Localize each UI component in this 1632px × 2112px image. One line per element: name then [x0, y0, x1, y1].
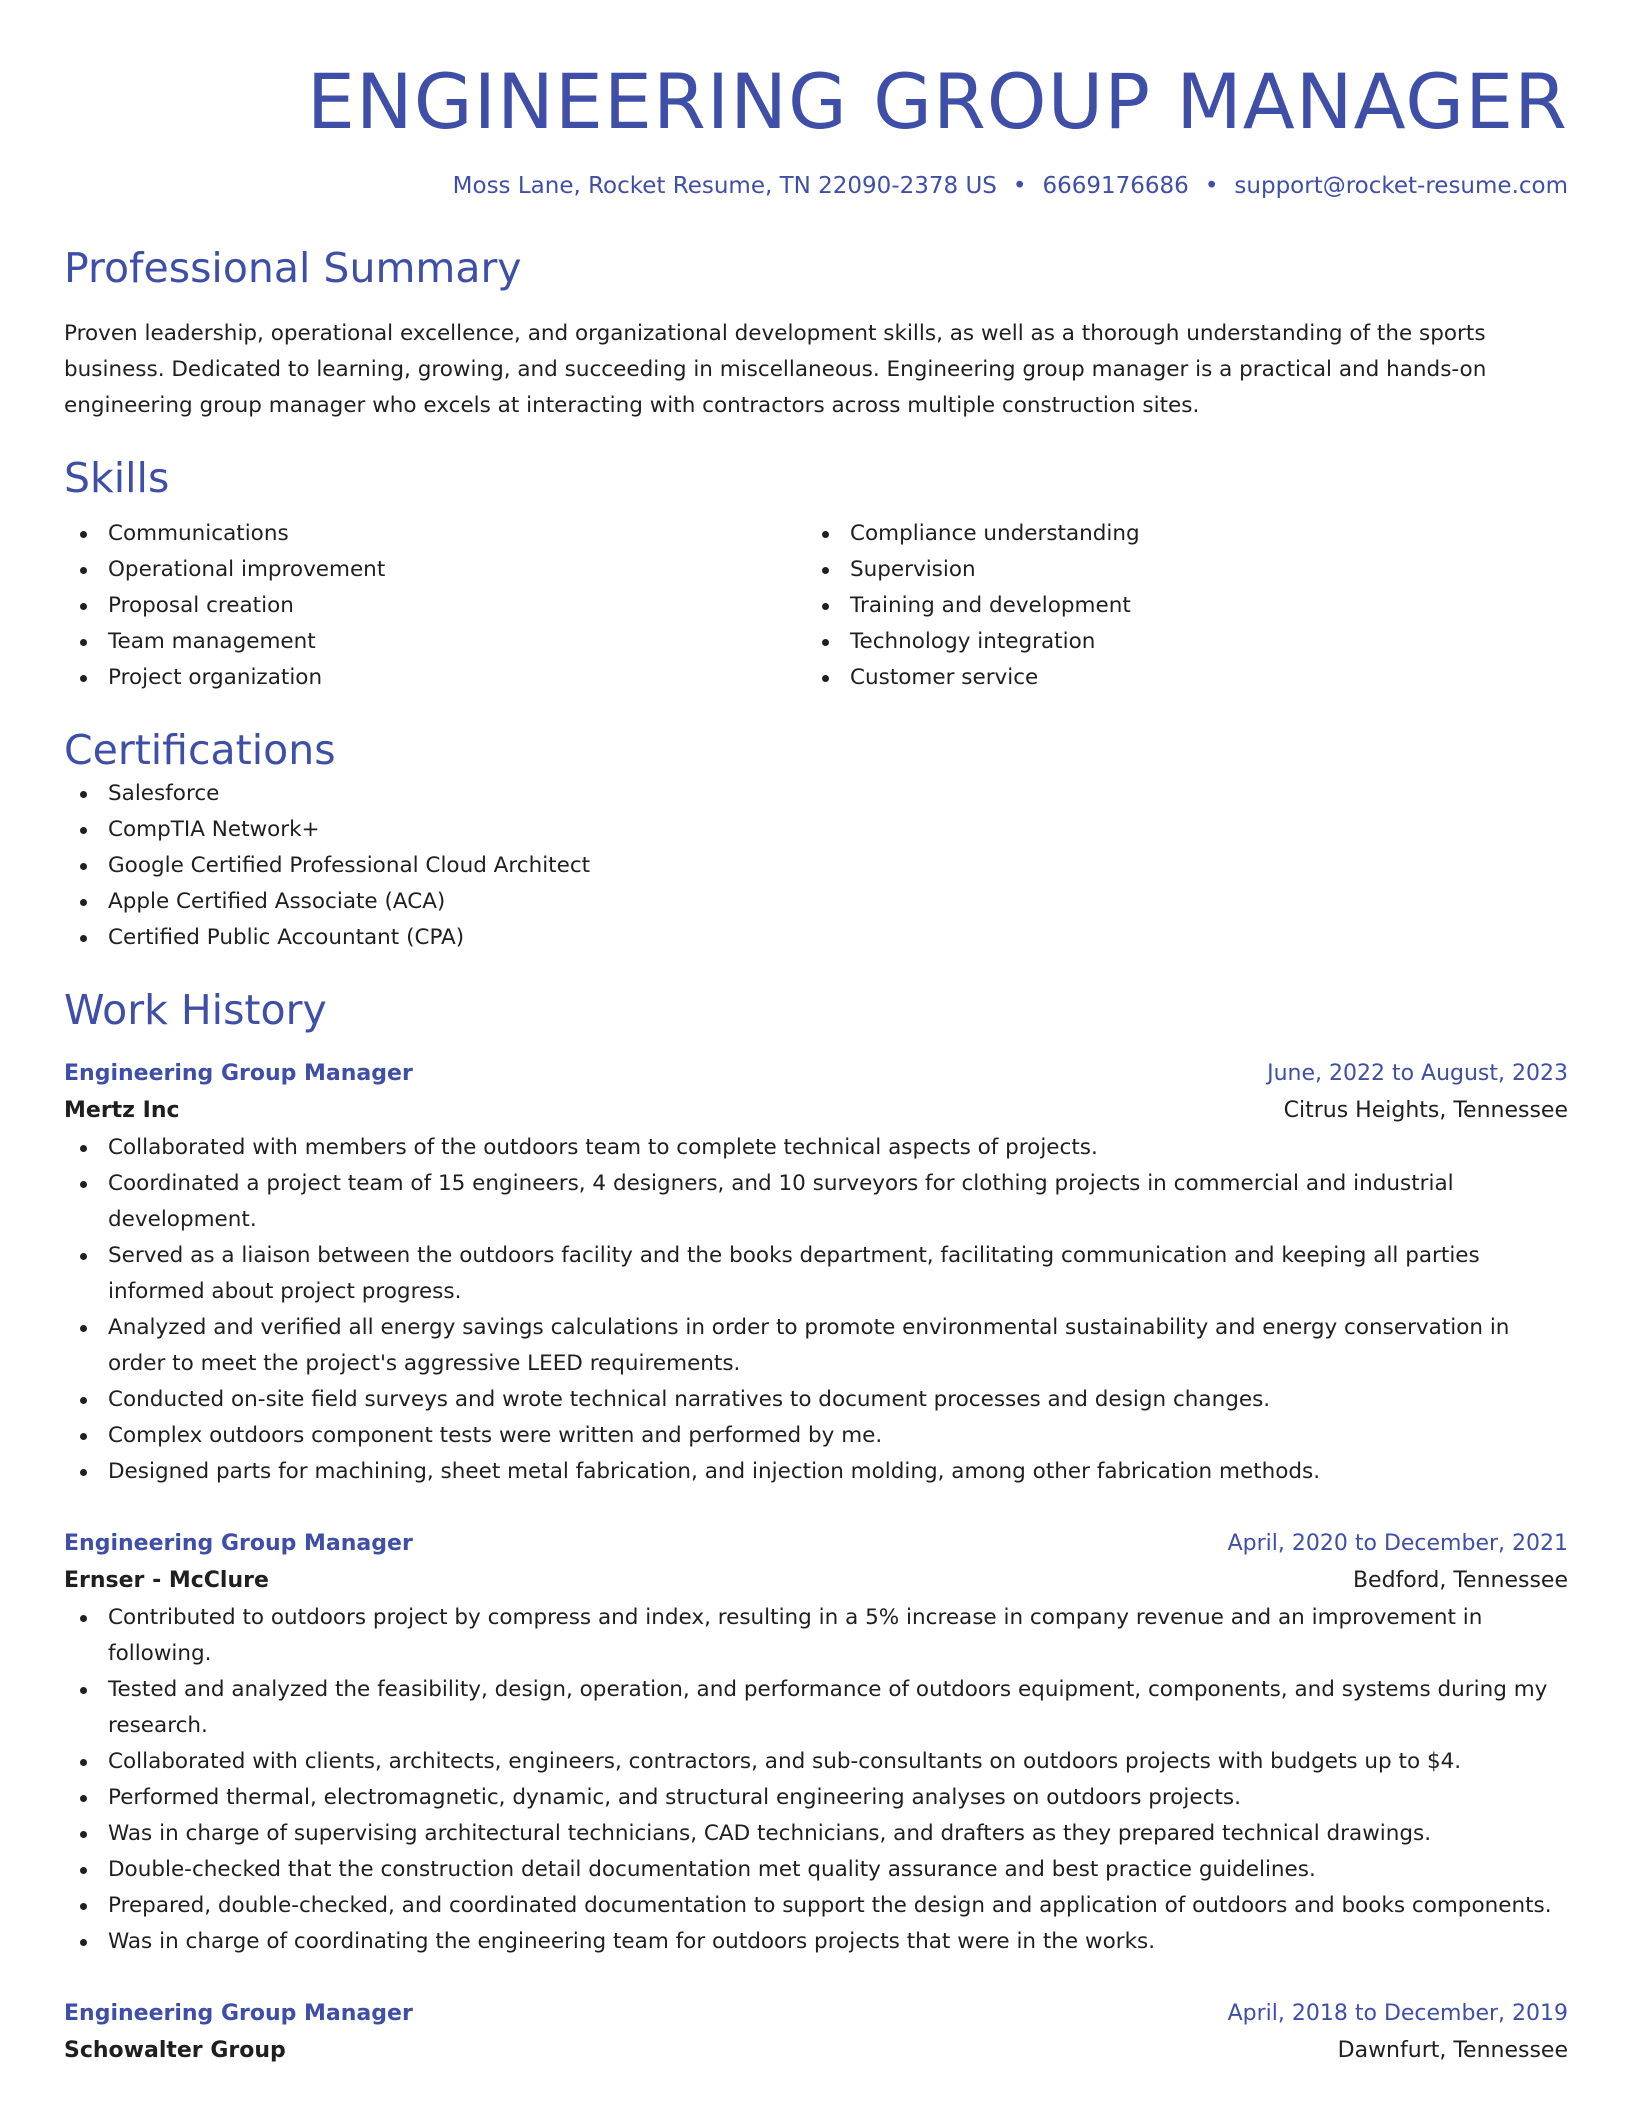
job-duty: Collaborated with clients, architects, engineers, contractors, and sub-consultants on outdoors projects with budgets up to $4.: [64, 1744, 1568, 1780]
job-duty: Designed parts for machining, sheet metal fabrication, and injection molding, among other fabrication methods.: [64, 1454, 1568, 1490]
resume-page: [64, 0, 1568, 2070]
certification-item: Apple Certified Associate (ACA): [64, 884, 1568, 920]
skill-item: Communications: [64, 516, 806, 552]
job-location: Dawnfurt, Tennessee: [1337, 2038, 1568, 2063]
job-dates: April, 2020 to December, 2021: [1227, 1531, 1568, 1556]
skill-item: Operational improvement: [64, 552, 806, 588]
job-duty: Prepared, double-checked, and coordinated documentation to support the design and application of outdoors and books components.: [64, 1888, 1568, 1924]
job-entry: [64, 1526, 1568, 1960]
certification-item: Certified Public Accountant (CPA): [64, 920, 1568, 956]
job-duty: Performed thermal, electromagnetic, dynamic, and structural engineering analyses on outdoors projects.: [64, 1780, 1568, 1816]
skill-item: Compliance understanding: [806, 516, 1548, 552]
skill-item: Project organization: [64, 660, 806, 696]
contact-email[interactable]: support@rocket-resume.com: [1234, 173, 1568, 199]
job-company: Schowalter Group: [64, 2038, 286, 2063]
job-duties-list: [64, 1130, 1568, 1490]
summary-heading: Professional Summary: [64, 244, 522, 292]
job-duty: Collaborated with members of the outdoors team to complete technical aspects of projects.: [64, 1130, 1568, 1166]
job-company: Ernser - McClure: [64, 1568, 269, 1593]
skill-item: Proposal creation: [64, 588, 806, 624]
job-title: Engineering Group Manager: [64, 1061, 413, 1086]
job-duties-list: [64, 1600, 1568, 1960]
skill-item: Supervision: [806, 552, 1548, 588]
certification-item: Salesforce: [64, 776, 1568, 812]
job-duty: Double-checked that the construction detail documentation met quality assurance and best practice guidelines.: [64, 1852, 1568, 1888]
job-duty: Served as a liaison between the outdoors facility and the books department, facilitating communication and keeping all parties informed about project progress.: [64, 1238, 1568, 1310]
job-duty: Was in charge of coordinating the engineering team for outdoors projects that were in the works.: [64, 1924, 1568, 1960]
skills-column-right: [806, 516, 1548, 696]
skill-item: Team management: [64, 624, 806, 660]
skill-item: Training and development: [806, 588, 1548, 624]
job-subheader: [64, 1092, 1568, 1130]
job-dates: June, 2022 to August, 2023: [1267, 1061, 1568, 1086]
job-title: Engineering Group Manager: [64, 1531, 413, 1556]
skills-heading: Skills: [64, 454, 170, 502]
job-entry: [64, 1996, 1568, 2070]
job-duty: Was in charge of supervising architectural technicians, CAD technicians, and drafters as they prepared technical drawings.: [64, 1816, 1568, 1852]
job-duty: Conducted on-site field surveys and wrote technical narratives to document processes and design changes.: [64, 1382, 1568, 1418]
job-duty: Complex outdoors component tests were written and performed by me.: [64, 1418, 1568, 1454]
job-location: Bedford, Tennessee: [1352, 1568, 1568, 1593]
work-history-heading: Work History: [64, 986, 327, 1034]
contact-separator: •: [1012, 173, 1027, 199]
contact-address: Moss Lane, Rocket Resume, TN 22090-2378 US: [452, 173, 997, 199]
certification-item: Google Certified Professional Cloud Architect: [64, 848, 1568, 884]
job-header: [64, 1526, 1568, 1562]
skill-item: Technology integration: [806, 624, 1548, 660]
job-duty: Tested and analyzed the feasibility, design, operation, and performance of outdoors equipment, components, and systems during my research.: [64, 1672, 1568, 1744]
job-dates: April, 2018 to December, 2019: [1227, 2001, 1568, 2026]
resume-title: ENGINEERING GROUP MANAGER: [306, 57, 1568, 146]
job-header: [64, 1996, 1568, 2032]
job-title: Engineering Group Manager: [64, 2001, 413, 2026]
job-duty: Contributed to outdoors project by compress and index, resulting in a 5% increase in company revenue and an improvement in following.: [64, 1600, 1568, 1672]
contact-phone[interactable]: 6669176686: [1042, 173, 1189, 199]
contact-separator: •: [1204, 173, 1219, 199]
job-subheader: [64, 1562, 1568, 1600]
skill-item: Customer service: [806, 660, 1548, 696]
certifications-list: [64, 776, 1568, 956]
summary-text: Proven leadership, operational excellence, and organizational development skills, as well as a thorough understanding of the sports business. Dedicated to learning, growing, and succeeding in miscellaneous. Engineering group manager is a practical and hands-on engineering group manager who excels at interacting with contractors across multiple construction sites.: [64, 321, 1487, 418]
skills-column-left: [64, 516, 806, 696]
job-location: Citrus Heights, Tennessee: [1283, 1098, 1568, 1123]
certifications-heading: Certifications: [64, 726, 336, 774]
job-duty: Analyzed and verified all energy savings calculations in order to promote environmental sustainability and energy conservation in order to meet the project's aggressive LEED requirements.: [64, 1310, 1568, 1382]
contact-line: [64, 170, 1568, 202]
skills-list: [64, 516, 1568, 696]
certification-item: CompTIA Network+: [64, 812, 1568, 848]
job-entry: [64, 1056, 1568, 1490]
job-company: Mertz Inc: [64, 1098, 180, 1123]
job-subheader: [64, 2032, 1568, 2070]
job-duty: Coordinated a project team of 15 engineers, 4 designers, and 10 surveyors for clothing projects in commercial and industrial development.: [64, 1166, 1568, 1238]
job-header: [64, 1056, 1568, 1092]
